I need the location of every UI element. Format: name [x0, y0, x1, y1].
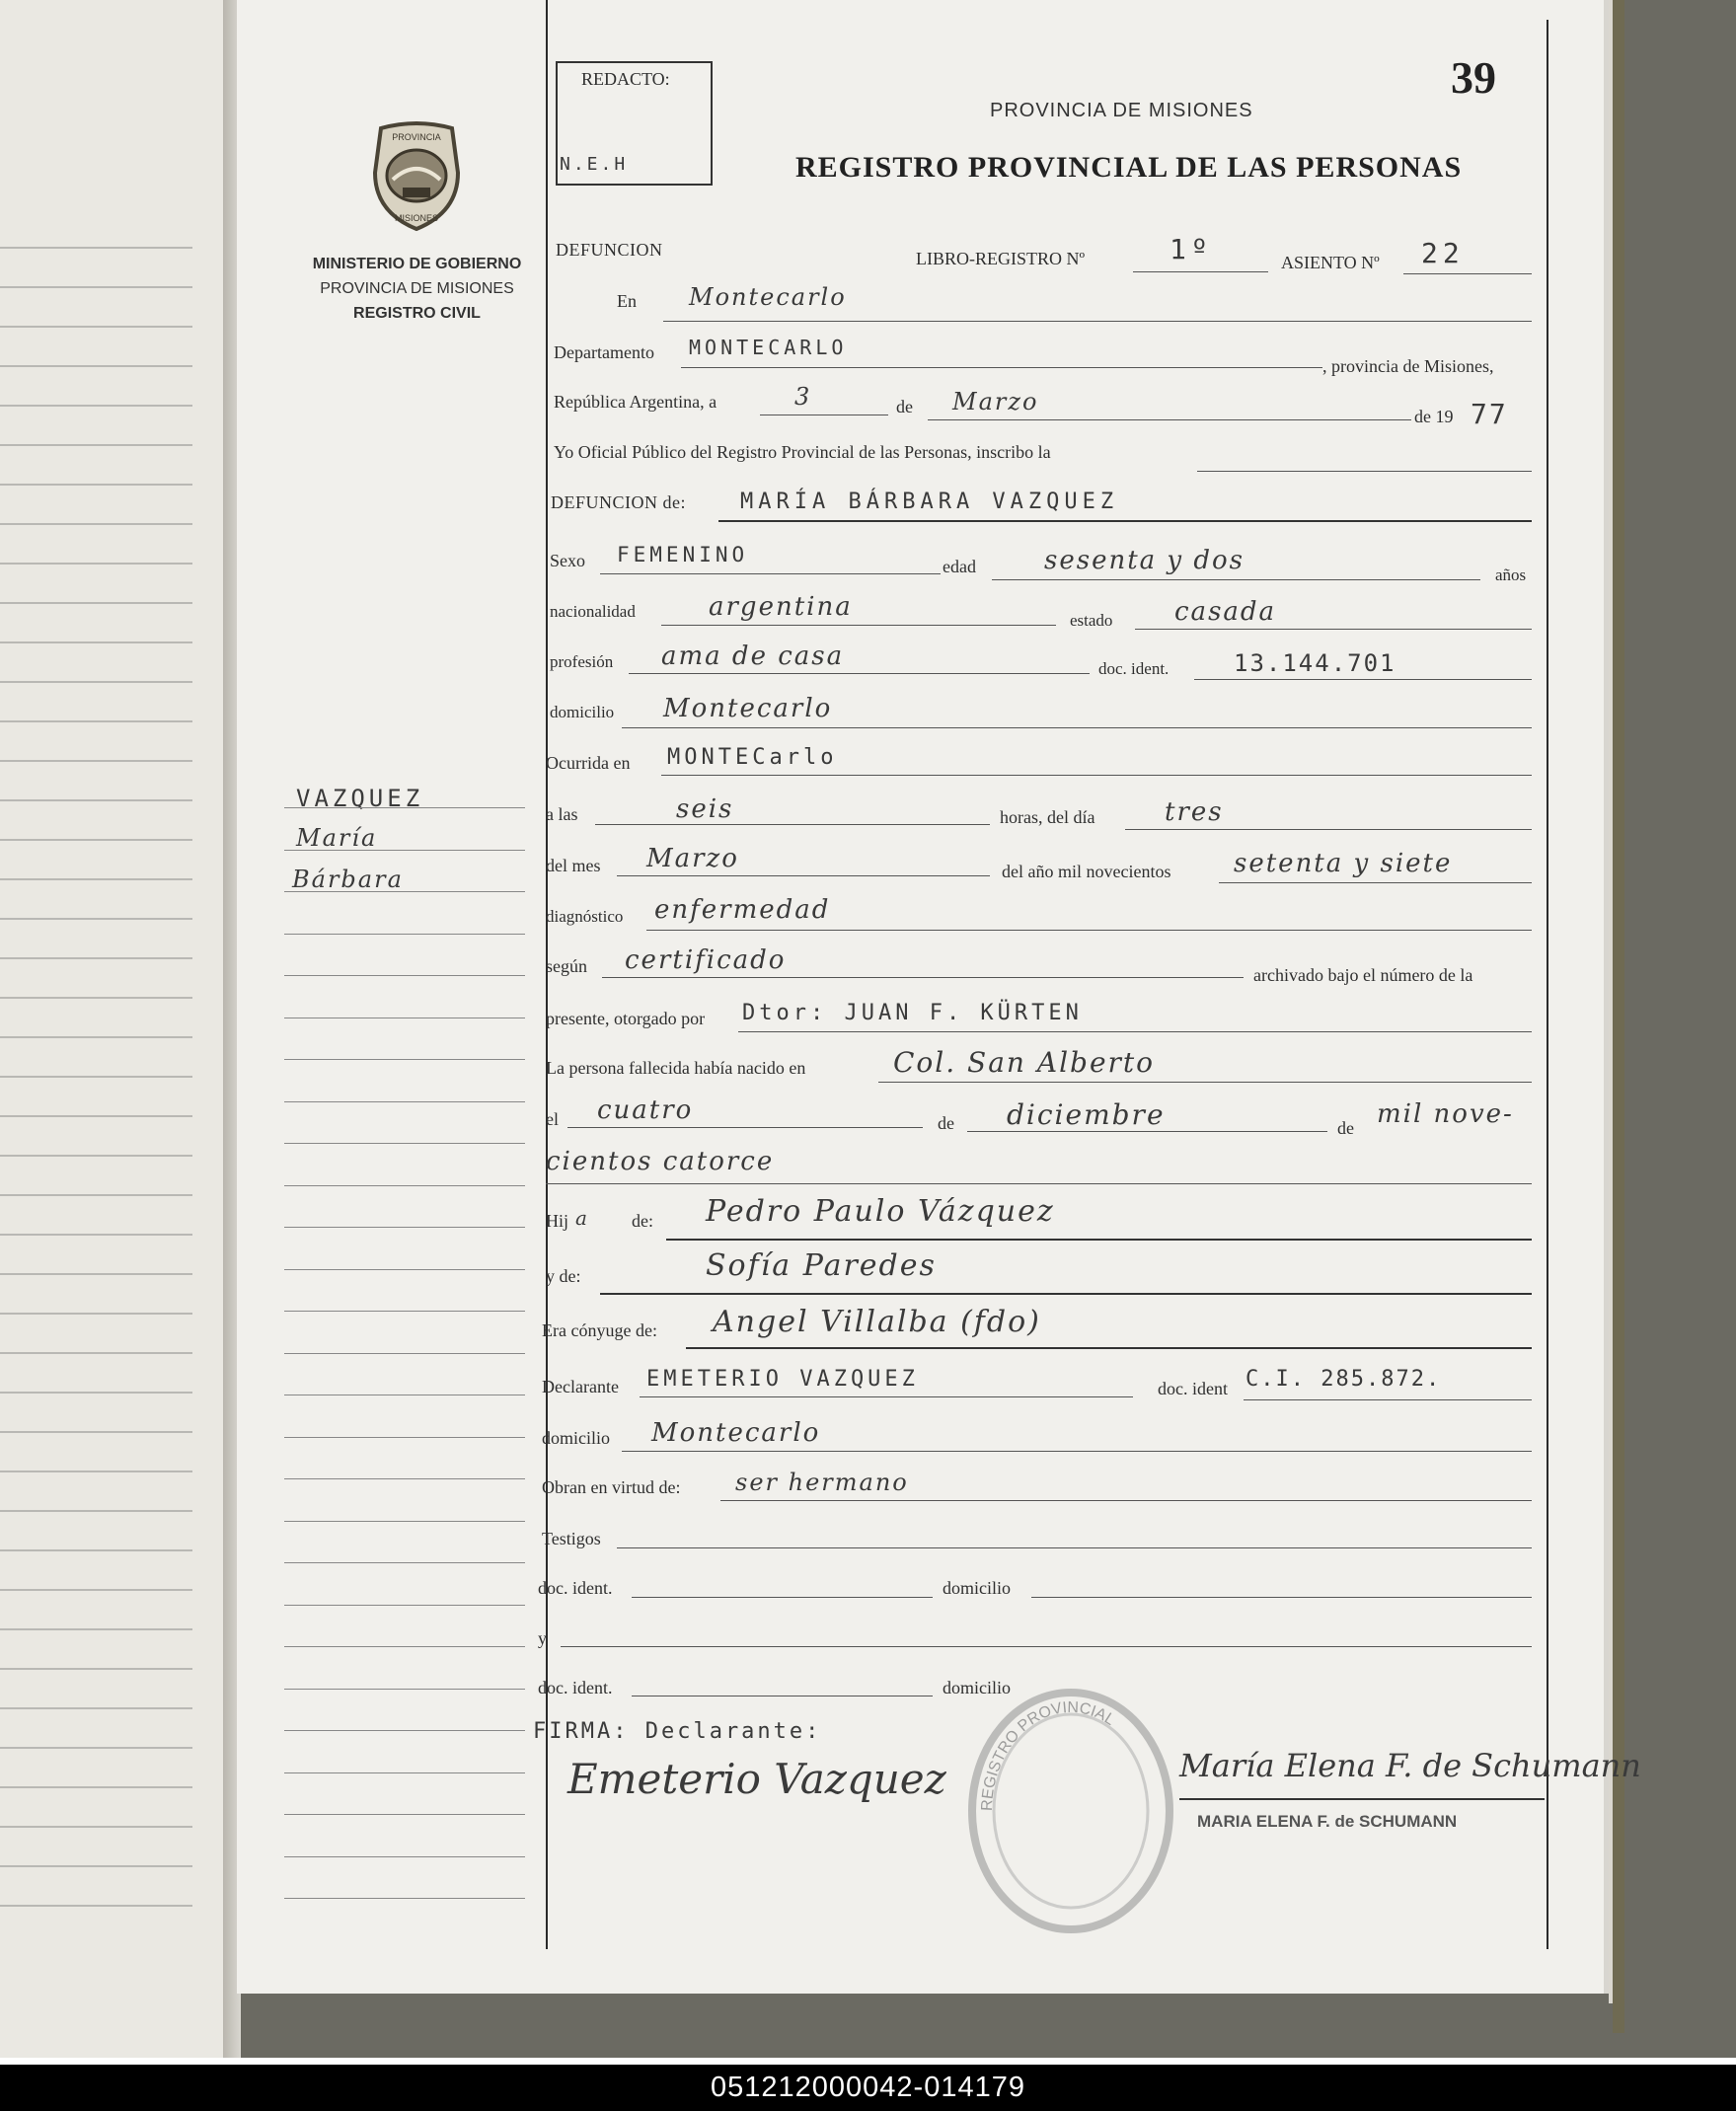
- left-page-rule: [0, 839, 192, 841]
- diagnostico-label: diagnóstico: [546, 907, 624, 926]
- left-page-rule: [0, 997, 192, 999]
- official-signature-line: [1179, 1798, 1545, 1800]
- libro-underline: [1133, 271, 1268, 272]
- margin-rule: [284, 1689, 525, 1690]
- left-page-rule: [0, 602, 192, 604]
- testigos-underline: [617, 1547, 1532, 1548]
- right-column-border: [1547, 20, 1548, 1949]
- birth-month-underline: [967, 1131, 1327, 1132]
- left-page-rule: [0, 1826, 192, 1828]
- test-doc-underline: [632, 1597, 933, 1598]
- nacido-label: La persona fallecida había nacido en: [546, 1058, 806, 1078]
- declarante-dom-underline: [622, 1451, 1532, 1452]
- left-page-rule: [0, 760, 192, 762]
- left-page-rule: [0, 365, 192, 367]
- firma-label: FIRMA: Declarante:: [533, 1719, 822, 1744]
- birth-month-value: diciembre: [1007, 1098, 1166, 1131]
- margin-rule: [284, 1562, 525, 1563]
- svg-text:REGISTRO PROVINCIAL: [979, 1699, 1118, 1811]
- margin-rule: [284, 975, 525, 976]
- birth-day-value: cuatro: [597, 1095, 694, 1125]
- margin-note-first-name: María: [296, 824, 378, 852]
- declarante-doc-value: C.I. 285.872.: [1245, 1367, 1442, 1392]
- left-page-rule: [0, 1155, 192, 1157]
- left-facing-page: [0, 0, 229, 2058]
- declarante-underline: [640, 1396, 1133, 1397]
- ministry-block: [296, 252, 538, 326]
- nacionalidad-value: argentina: [709, 592, 853, 622]
- margin-rule: [284, 1605, 525, 1606]
- left-page-rule: [0, 1313, 192, 1315]
- obran-value: ser hermano: [735, 1469, 909, 1496]
- hijo-label: Hij: [546, 1211, 569, 1231]
- testigo2-underline: [561, 1646, 1532, 1647]
- test2-doc-label: doc. ident.: [538, 1678, 613, 1697]
- margin-rule: [284, 1227, 525, 1228]
- doc-ident-underline: [1194, 679, 1532, 680]
- hijo-de-label: de:: [632, 1211, 653, 1231]
- margin-rule: [284, 1856, 525, 1857]
- libro-value: 1º: [1170, 233, 1213, 265]
- margin-rule: [284, 1269, 525, 1270]
- provincia-label: , provincia de Misiones,: [1322, 356, 1494, 376]
- doc-ident-label: doc. ident.: [1098, 659, 1170, 678]
- asiento-label: ASIENTO Nº: [1281, 253, 1380, 272]
- ministry-line-2: PROVINCIA DE MISIONES: [320, 280, 514, 297]
- margin-note-second-name: Bárbara: [292, 866, 404, 893]
- left-page-rule: [0, 1470, 192, 1472]
- anos-label: años: [1495, 565, 1527, 584]
- doctor-value: Dtor: JUAN F. KÜRTEN: [742, 1001, 1083, 1025]
- conyuge-underline: [686, 1347, 1532, 1349]
- libro-label: LIBRO-REGISTRO Nº: [916, 249, 1086, 268]
- asiento-underline: [1403, 273, 1532, 274]
- conyuge-label: Era cónyuge de:: [542, 1320, 657, 1340]
- margin-rule: [284, 1646, 525, 1647]
- birth-year-value-2: cientos catorce: [546, 1147, 775, 1176]
- left-page-rule: [0, 1194, 192, 1196]
- deceased-name-value: MARÍA BÁRBARA VAZQUEZ: [740, 490, 1119, 514]
- birth-day-underline: [567, 1127, 923, 1128]
- registry-stamp-icon: [962, 1683, 1179, 1939]
- margin-rule: [284, 1898, 525, 1899]
- asiento-value: 22: [1421, 237, 1465, 269]
- archivado-label: archivado bajo el número de la: [1253, 965, 1473, 985]
- declarante-dom-label: domicilio: [542, 1428, 610, 1448]
- redacto-label: REDACTO:: [581, 69, 670, 89]
- margin-rule: [284, 1521, 525, 1522]
- provincial-seal-icon: [363, 118, 470, 237]
- birth-year-line-2-underline: [546, 1183, 1532, 1184]
- defuncion-de-label: DEFUNCION de:: [551, 492, 686, 512]
- year-value: 77: [1471, 398, 1508, 430]
- left-page-rule: [0, 641, 192, 643]
- left-page-rule: [0, 1865, 192, 1867]
- doctor-underline: [738, 1031, 1532, 1032]
- left-page-rule: [0, 1786, 192, 1788]
- official-name: MARIA ELENA F. de SCHUMANN: [1197, 1812, 1458, 1831]
- left-page-rule: [0, 326, 192, 328]
- declarante-doc-label: doc. ident: [1158, 1379, 1228, 1398]
- left-page-rule: [0, 1628, 192, 1630]
- left-page-rule: [0, 286, 192, 288]
- month-underline: [928, 419, 1411, 420]
- dia-underline: [1125, 829, 1532, 830]
- margin-rule: [284, 1311, 525, 1312]
- declarante-dom-value: Montecarlo: [651, 1418, 821, 1448]
- left-page-rule: [0, 1589, 192, 1591]
- redacto-initials: N.E.H: [560, 154, 629, 175]
- y-label: y: [538, 1628, 547, 1648]
- left-page-rule: [0, 1431, 192, 1433]
- declarante-label: Declarante: [542, 1377, 619, 1396]
- diagnostico-value: enfermedad: [654, 895, 831, 925]
- diagnostico-underline: [646, 930, 1532, 931]
- anio-value: setenta y siete: [1234, 849, 1453, 878]
- segun-label: según: [546, 956, 587, 976]
- province-title: PROVINCIA DE MISIONES: [990, 100, 1253, 121]
- declarante-signature: Emeterio Vazquez: [567, 1755, 946, 1803]
- en-value: Montecarlo: [689, 283, 847, 311]
- margin-rule: [284, 1143, 525, 1144]
- month-value: Marzo: [952, 388, 1039, 415]
- sexo-underline: [600, 573, 941, 574]
- mother-value: Sofía Paredes: [706, 1248, 937, 1283]
- en-underline: [663, 321, 1532, 322]
- left-page-rule: [0, 1352, 192, 1354]
- nacido-value: Col. San Alberto: [893, 1046, 1156, 1079]
- seal-text-bottom: MISIONES: [394, 213, 439, 223]
- day-value: 3: [794, 383, 812, 411]
- domicilio-label: domicilio: [550, 703, 615, 721]
- left-page-rule: [0, 720, 192, 722]
- left-page-rule: [0, 1076, 192, 1078]
- a-las-value: seis: [676, 794, 734, 824]
- ocurrida-label: Ocurrida en: [546, 753, 631, 773]
- left-page-rule: [0, 878, 192, 880]
- test-dom-underline: [1031, 1597, 1532, 1598]
- left-page-rule: [0, 1747, 192, 1749]
- ocurrida-value: MONTECarlo: [667, 745, 838, 770]
- deceased-name-underline: [718, 520, 1532, 522]
- doc-ident-value: 13.144.701: [1234, 649, 1396, 677]
- de-19-label: de 19: [1414, 407, 1454, 426]
- margin-rule: [284, 1437, 525, 1438]
- page-number: 39: [1451, 52, 1496, 103]
- presente-label: presente, otorgado por: [546, 1009, 706, 1028]
- record-type-label: DEFUNCION: [556, 240, 663, 260]
- registry-title: REGISTRO PROVINCIAL DE LAS PERSONAS: [795, 151, 1463, 184]
- left-page-rule: [0, 563, 192, 565]
- left-page-rule: [0, 1905, 192, 1907]
- nacionalidad-underline: [661, 625, 1056, 626]
- left-page-rule: [0, 1115, 192, 1117]
- margin-note-surname: VAZQUEZ: [296, 785, 424, 812]
- left-page-rule: [0, 681, 192, 683]
- official-signature: María Elena F. de Schumann: [1179, 1747, 1641, 1784]
- en-label: En: [617, 291, 637, 311]
- nacido-underline: [878, 1082, 1532, 1083]
- segun-underline: [602, 977, 1244, 978]
- left-page-rule: [0, 918, 192, 920]
- left-page-rule: [0, 484, 192, 486]
- test-doc-label: doc. ident.: [538, 1578, 613, 1598]
- estado-underline: [1135, 629, 1532, 630]
- birth-de-label: de: [938, 1113, 954, 1133]
- left-page-rule: [0, 444, 192, 446]
- margin-rule: [284, 1478, 525, 1479]
- left-page-rule: [0, 1549, 192, 1551]
- edad-label: edad: [943, 557, 976, 576]
- margin-rule: [284, 1814, 525, 1815]
- conyuge-value: Angel Villalba (fdo): [713, 1305, 1041, 1339]
- left-page-rule: [0, 1036, 192, 1038]
- margin-rule: [284, 1772, 525, 1773]
- segun-value: certificado: [625, 945, 787, 975]
- domicilio-value: Montecarlo: [663, 694, 833, 723]
- republica-label: República Argentina, a: [554, 392, 717, 412]
- a-las-underline: [595, 824, 990, 825]
- margin-rule: [284, 1101, 525, 1102]
- left-page-rule: [0, 1707, 192, 1709]
- seal-text-top: PROVINCIA: [392, 132, 441, 142]
- oficial-label: Yo Oficial Público del Registro Provincial de las Personas, inscribo la: [554, 442, 1051, 462]
- hijo-suffix: a: [575, 1206, 589, 1230]
- profesion-label: profesión: [550, 652, 614, 671]
- el-label: el: [546, 1109, 559, 1129]
- nacionalidad-label: nacionalidad: [550, 602, 636, 621]
- margin-rule: [284, 1353, 525, 1354]
- left-page-rule: [0, 405, 192, 407]
- oficial-underline: [1197, 471, 1532, 472]
- estado-value: casada: [1174, 597, 1277, 627]
- left-page-rule: [0, 1392, 192, 1394]
- sexo-value: FEMENINO: [617, 543, 749, 566]
- obran-label: Obran en virtud de:: [542, 1477, 681, 1497]
- obran-underline: [720, 1500, 1532, 1501]
- left-page-rule: [0, 1510, 192, 1512]
- ministry-line-3: REGISTRO CIVIL: [353, 305, 481, 322]
- horas-label: horas, del día: [1000, 807, 1095, 827]
- ocurrida-underline: [661, 775, 1532, 776]
- ministry-line-1: MINISTERIO DE GOBIERNO: [312, 256, 522, 272]
- margin-rule: [284, 1185, 525, 1186]
- barcode-text: 051212000042-014179: [711, 2072, 1025, 2103]
- edad-underline: [992, 579, 1480, 580]
- margin-rule: [284, 891, 525, 892]
- redacto-box: [556, 61, 713, 186]
- father-underline: [666, 1239, 1532, 1241]
- del-mes-label: del mes: [546, 856, 601, 875]
- sexo-label: Sexo: [550, 551, 585, 570]
- left-page-rule: [0, 1668, 192, 1670]
- domicilio-underline: [622, 727, 1532, 728]
- anio-label: del año mil novecientos: [1002, 862, 1171, 881]
- estado-label: estado: [1070, 611, 1113, 630]
- anio-underline: [1219, 882, 1532, 883]
- edad-value: sesenta y dos: [1044, 546, 1245, 575]
- mes-underline: [617, 875, 990, 876]
- left-page-rule: [0, 247, 192, 249]
- margin-rule: [284, 807, 525, 808]
- left-page-rule: [0, 1234, 192, 1236]
- departamento-label: Departamento: [554, 342, 654, 362]
- margin-rule: [284, 1730, 525, 1731]
- birth-de2-label: de: [1337, 1118, 1354, 1138]
- stamp-text: REGISTRO PROVINCIAL: [978, 1698, 1118, 1812]
- dia-value: tres: [1165, 797, 1224, 827]
- margin-rule: [284, 934, 525, 935]
- left-page-rule: [0, 957, 192, 959]
- de-label: de: [896, 397, 913, 416]
- a-las-label: a las: [546, 804, 578, 824]
- father-value: Pedro Paulo Vázquez: [706, 1194, 1055, 1229]
- testigos-label: Testigos: [542, 1529, 601, 1548]
- left-page-rule: [0, 523, 192, 525]
- margin-rule: [284, 1059, 525, 1060]
- departamento-underline: [681, 367, 1322, 368]
- mother-underline: [600, 1293, 1532, 1295]
- test-dom-label: domicilio: [943, 1578, 1011, 1598]
- declarante-value: EMETERIO VAZQUEZ: [646, 1367, 919, 1392]
- book-cover-edge: [1613, 0, 1624, 2033]
- margin-rule: [284, 850, 525, 851]
- left-page-rule: [0, 1273, 192, 1275]
- y-de-label: y de:: [546, 1266, 581, 1286]
- departamento-value: MONTECARLO: [689, 336, 848, 359]
- left-page-rule: [0, 799, 192, 801]
- profesion-underline: [629, 673, 1090, 674]
- mes-value: Marzo: [646, 844, 739, 873]
- birth-year-value-1: mil nove-: [1377, 1099, 1514, 1129]
- declarante-doc-underline: [1244, 1399, 1532, 1400]
- test2-dom-label: domicilio: [943, 1678, 1011, 1697]
- profesion-value: ama de casa: [661, 641, 845, 671]
